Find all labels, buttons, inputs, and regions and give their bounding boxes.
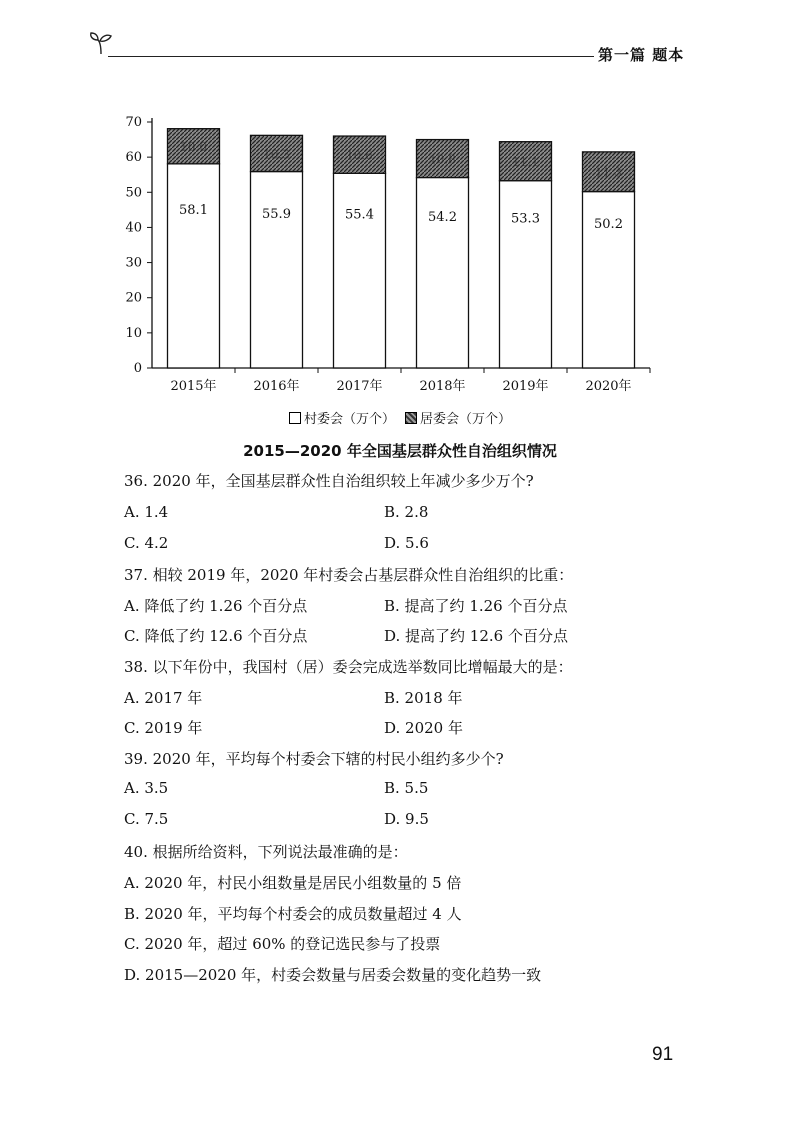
header-rule bbox=[108, 56, 594, 57]
x-tick-label: 2019年 bbox=[502, 379, 549, 394]
legend-label-village: 村委会（万个） bbox=[303, 412, 395, 427]
data-label-resident: 11.3 bbox=[595, 165, 622, 180]
x-tick-label: 2017年 bbox=[336, 379, 383, 394]
q36-option-b[interactable]: B. 2.8 bbox=[384, 503, 429, 521]
data-label-resident: 10.0 bbox=[180, 140, 207, 155]
y-tick-label: 0 bbox=[133, 361, 142, 376]
x-tick-label: 2018年 bbox=[419, 379, 466, 394]
q40-option-d[interactable]: D. 2015—2020 年，村委会数量与居委会数量的变化趋势一致 bbox=[124, 966, 542, 984]
data-label-village: 55.9 bbox=[262, 206, 291, 222]
data-label-resident: 10.3 bbox=[263, 147, 290, 162]
q36-option-a[interactable]: A. 1.4 bbox=[124, 503, 169, 521]
question-37: 37. 相较 2019 年，2020 年村委会占基层群众性自治组织的比重： bbox=[124, 566, 574, 584]
bar-village bbox=[417, 178, 469, 368]
bar-village bbox=[334, 173, 386, 368]
q38-option-a[interactable]: A. 2017 年 bbox=[124, 689, 203, 707]
page-number: 91 bbox=[652, 1044, 674, 1065]
q37-option-b[interactable]: B. 提高了约 1.26 个百分点 bbox=[384, 597, 568, 615]
q38-option-b[interactable]: B. 2018 年 bbox=[384, 689, 463, 707]
question-39: 39. 2020 年，平均每个村委会下辖的村民小组约多少个? bbox=[124, 750, 504, 768]
data-label-village: 54.2 bbox=[428, 209, 457, 225]
question-36: 36. 2020 年，全国基层群众性自治组织较上年减少多少万个? bbox=[124, 472, 534, 490]
y-tick-label: 60 bbox=[125, 150, 142, 166]
data-label-village: 58.1 bbox=[179, 202, 208, 218]
chart-title: 2015—2020 年全国基层群众性自治组织情况 bbox=[243, 442, 557, 460]
y-tick-label: 30 bbox=[125, 255, 142, 271]
question-38: 38. 以下年份中，我国村（居）委会完成选举数同比增幅最大的是： bbox=[124, 658, 573, 676]
data-label-village: 53.3 bbox=[511, 211, 540, 227]
q37-option-d[interactable]: D. 提高了约 12.6 个百分点 bbox=[384, 627, 568, 645]
y-tick-label: 20 bbox=[125, 290, 142, 306]
q40-option-b[interactable]: B. 2020 年，平均每个村委会的成员数量超过 4 人 bbox=[124, 905, 462, 923]
q39-option-d[interactable]: D. 9.5 bbox=[384, 810, 429, 828]
q36-option-d[interactable]: D. 5.6 bbox=[384, 534, 429, 552]
q38-option-d[interactable]: D. 2020 年 bbox=[384, 719, 463, 737]
stacked-bar-chart bbox=[0, 100, 800, 440]
bar-village bbox=[168, 164, 220, 368]
data-label-resident: 10.6 bbox=[346, 148, 373, 163]
bar-village bbox=[500, 181, 552, 368]
q39-option-b[interactable]: B. 5.5 bbox=[384, 779, 429, 797]
sprout-icon bbox=[88, 30, 114, 56]
data-label-resident: 10.8 bbox=[429, 152, 456, 167]
section-title: 第一篇 题本 bbox=[598, 46, 685, 64]
data-label-village: 50.2 bbox=[594, 216, 623, 232]
x-tick-label: 2016年 bbox=[253, 379, 300, 394]
q37-option-a[interactable]: A. 降低了约 1.26 个百分点 bbox=[124, 597, 308, 615]
x-tick-label: 2015年 bbox=[170, 379, 217, 394]
page-header bbox=[0, 0, 800, 70]
q36-option-c[interactable]: C. 4.2 bbox=[124, 534, 169, 552]
y-tick-label: 50 bbox=[125, 185, 142, 201]
q39-option-c[interactable]: C. 7.5 bbox=[124, 810, 169, 828]
x-tick-label: 2020年 bbox=[585, 379, 632, 394]
q37-option-c[interactable]: C. 降低了约 12.6 个百分点 bbox=[124, 627, 308, 645]
bar-village bbox=[251, 172, 303, 368]
y-tick-label: 70 bbox=[125, 115, 142, 130]
question-40: 40. 根据所给资料，下列说法最准确的是： bbox=[124, 843, 408, 861]
q40-option-a[interactable]: A. 2020 年，村民小组数量是居民小组数量的 5 倍 bbox=[124, 874, 462, 892]
q38-option-c[interactable]: C. 2019 年 bbox=[124, 719, 203, 737]
q40-option-c[interactable]: C. 2020 年，超过 60% 的登记选民参与了投票 bbox=[124, 935, 441, 953]
data-label-village: 55.4 bbox=[345, 207, 374, 223]
y-tick-label: 10 bbox=[125, 325, 142, 341]
chart-legend bbox=[0, 408, 800, 427]
data-label-resident: 11.1 bbox=[512, 155, 539, 170]
legend-swatch-village bbox=[289, 412, 301, 424]
y-tick-label: 40 bbox=[125, 220, 142, 236]
q39-option-a[interactable]: A. 3.5 bbox=[124, 779, 169, 797]
legend-swatch-resident bbox=[405, 412, 417, 424]
legend-label-resident: 居委会（万个） bbox=[420, 412, 512, 427]
